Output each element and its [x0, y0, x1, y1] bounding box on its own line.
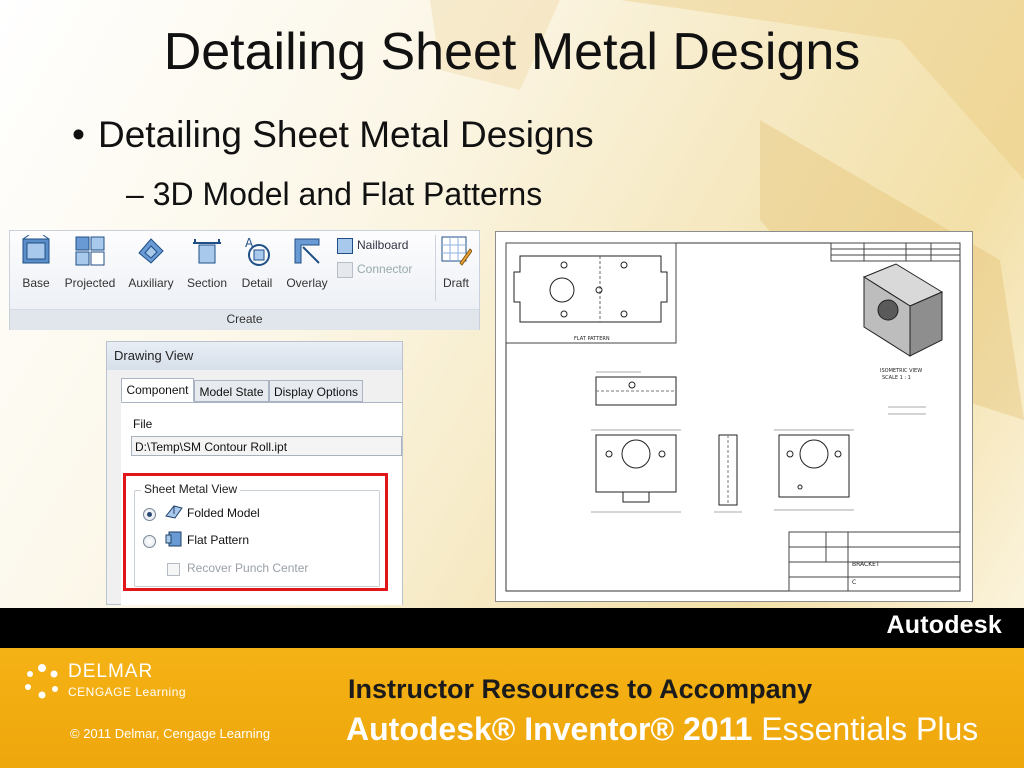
slide-title: Detailing Sheet Metal Designs: [163, 23, 861, 81]
product-edition: Essentials Plus: [752, 711, 979, 747]
projected-view-icon: [74, 235, 106, 267]
overlay-view-icon: [291, 235, 323, 267]
footer-black-bar: [0, 608, 1024, 648]
overlay-view-label: Overlay: [286, 276, 328, 290]
isometric-scale-label: SCALE 1 : 1: [882, 375, 911, 381]
projected-view-label: Projected: [64, 276, 116, 290]
flat-pattern-label: FLAT PATTERN: [574, 336, 610, 342]
isometric-view-label: ISOMETRIC VIEW: [880, 368, 923, 374]
auxiliary-view-label: Auxiliary: [128, 276, 174, 290]
section-view-button[interactable]: [184, 235, 230, 301]
nailboard-icon: [337, 238, 353, 254]
folded-model-icon: [165, 504, 183, 520]
connector-label: Connector: [357, 262, 413, 277]
flat-pattern-radio[interactable]: [143, 535, 156, 548]
publisher-subtitle: CENGAGE Learning: [68, 685, 187, 699]
isometric-part: [864, 264, 942, 356]
dialog-title: Drawing View: [107, 342, 402, 370]
draft-view-button[interactable]: [436, 235, 476, 301]
bullet-item: [72, 114, 594, 156]
connector-button[interactable]: [337, 262, 412, 278]
sub-bullet-item: – 3D Model and Flat Patterns: [126, 176, 543, 212]
section-view-icon: [191, 235, 223, 267]
file-label: File: [133, 417, 153, 431]
draft-view-label: Draft: [442, 276, 469, 290]
overlay-view-button[interactable]: [284, 235, 330, 301]
nailboard-label: Nailboard: [357, 238, 409, 253]
draft-view-icon: [440, 235, 472, 267]
recover-punch-center-label: Recover Punch Center: [187, 561, 309, 575]
recover-punch-center-checkbox[interactable]: [167, 563, 180, 576]
nailboard-button[interactable]: [337, 238, 408, 254]
section-view-label: Section: [186, 276, 228, 290]
connector-icon: [337, 262, 353, 278]
tab-component[interactable]: Component: [121, 378, 194, 402]
ribbon-create-panel: [9, 230, 480, 330]
auxiliary-view-button[interactable]: [126, 235, 176, 301]
instructor-resources-text: Instructor Resources to Accompany: [348, 674, 813, 704]
base-view-icon: [20, 235, 52, 267]
drawing-sheet: [495, 231, 973, 602]
autodesk-logo: Autodesk: [886, 611, 1002, 639]
auxiliary-view-icon: [135, 235, 167, 267]
part-name-label: BRACKET: [852, 561, 880, 568]
sheet-size-label: C: [852, 579, 857, 586]
highlight-box: [123, 473, 388, 591]
bullet-text: Detailing Sheet Metal Designs: [98, 114, 594, 155]
projected-view-button[interactable]: [62, 235, 118, 301]
detail-view-label: Detail: [241, 276, 273, 290]
base-view-label: Base: [22, 276, 50, 290]
bullet-dot: •: [72, 114, 85, 155]
file-field[interactable]: D:\Temp\SM Contour Roll.ipt: [131, 436, 402, 456]
publisher-name: DELMAR: [68, 661, 154, 682]
ribbon-group-label: Create: [10, 309, 479, 330]
copyright-text: © 2011 Delmar, Cengage Learning: [70, 726, 271, 741]
dialog-body: [121, 402, 402, 605]
drawing-canvas: [496, 232, 972, 601]
flat-pattern-outline: [514, 256, 667, 322]
drawing-view-dialog: [106, 341, 403, 605]
delmar-logo-icon: [22, 662, 62, 702]
product-title: [346, 711, 978, 748]
detail-view-icon: [241, 235, 273, 267]
product-name: Autodesk® Inventor® 2011: [346, 711, 753, 747]
folded-model-label: Folded Model: [187, 506, 260, 520]
svg-text:A: A: [245, 236, 254, 250]
detail-view-button[interactable]: [238, 235, 276, 301]
flat-pattern-icon: [165, 531, 183, 547]
sheet-metal-view-group: [134, 482, 380, 587]
tab-model-state[interactable]: Model State: [194, 380, 269, 402]
flat-pattern-label: Flat Pattern: [187, 533, 250, 547]
group-label: Sheet Metal View: [141, 482, 240, 496]
tab-display-options[interactable]: Display Options: [269, 380, 363, 402]
folded-model-radio[interactable]: [143, 508, 156, 521]
base-view-button[interactable]: [16, 235, 56, 301]
footer-orange-bar: [0, 648, 1024, 768]
